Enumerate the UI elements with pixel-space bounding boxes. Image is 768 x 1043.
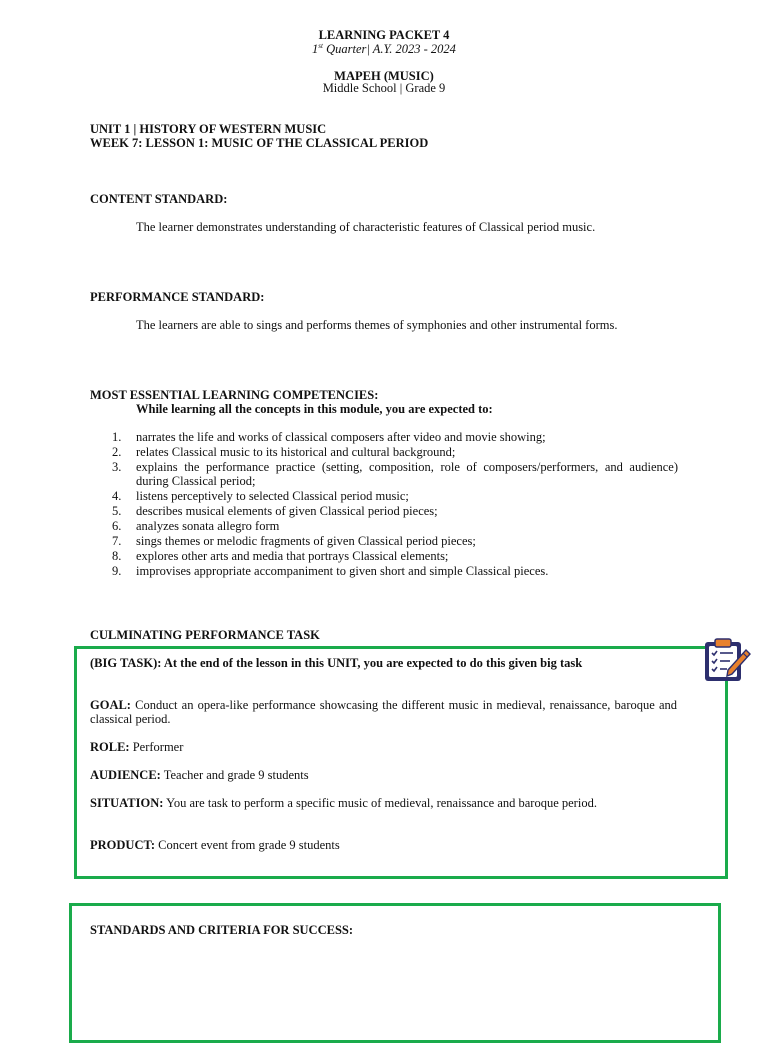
list-number: 2. bbox=[112, 445, 122, 459]
competencies-list bbox=[90, 429, 678, 578]
list-text: describes musical elements of given Classical period pieces; bbox=[136, 504, 438, 518]
quarter-text: Quarter| A.Y. 2023 - 2024 bbox=[322, 42, 456, 56]
list-text: improvises appropriate accompaniment to given short and simple Classical pieces. bbox=[136, 564, 549, 578]
packet-title: LEARNING PACKET 4 bbox=[318, 28, 450, 42]
week-lesson-title: WEEK 7: LESSON 1: MUSIC OF THE CLASSICAL PERIOD bbox=[90, 136, 429, 150]
situation-label: SITUATION: bbox=[90, 796, 164, 810]
product-line bbox=[90, 838, 677, 852]
situation-text: You are task to perform a specific music of medieval, renaissance and baroque period. bbox=[163, 796, 597, 810]
list-text: relates Classical music to its historical and cultural background; bbox=[136, 445, 456, 459]
unit-title: UNIT 1 | HISTORY OF WESTERN MUSIC bbox=[90, 122, 327, 136]
quarter-number: 1 bbox=[312, 42, 319, 56]
list-text: listens perceptively to selected Classical period music; bbox=[136, 489, 409, 503]
big-task-text: (BIG TASK): At the end of the lesson in this UNIT, you are expected to do this given big task bbox=[90, 656, 583, 670]
list-item bbox=[90, 489, 678, 503]
content-standard-heading: CONTENT STANDARD: bbox=[90, 192, 228, 206]
list-item bbox=[90, 564, 678, 578]
content-standard-text: The learner demonstrates understanding of characteristic features of Classical period music. bbox=[136, 220, 596, 234]
clipboard-checklist-icon bbox=[702, 636, 752, 684]
list-number: 6. bbox=[112, 519, 122, 533]
role-line bbox=[90, 740, 677, 754]
role-text: Performer bbox=[129, 740, 184, 754]
standards-heading: STANDARDS AND CRITERIA FOR SUCCESS: bbox=[90, 923, 354, 937]
quarter-superscript: st bbox=[318, 41, 323, 50]
list-text: explains the performance practice (setting, composition, role of composers/performers, and audience) during Classical period; bbox=[136, 460, 678, 488]
product-text: Concert event from grade 9 students bbox=[155, 838, 340, 852]
list-number: 3. bbox=[112, 460, 122, 474]
list-item bbox=[90, 534, 678, 548]
product-label: PRODUCT: bbox=[90, 838, 156, 852]
list-item bbox=[90, 445, 678, 459]
list-item bbox=[90, 549, 678, 563]
audience-text: Teacher and grade 9 students bbox=[160, 768, 309, 782]
list-text: explores other arts and media that portrays Classical elements; bbox=[136, 549, 449, 563]
goal-line bbox=[90, 698, 677, 726]
list-number: 4. bbox=[112, 489, 122, 503]
list-number: 9. bbox=[112, 564, 122, 578]
list-text: analyzes sonata allegro form bbox=[136, 519, 280, 533]
situation-line bbox=[90, 796, 677, 810]
quarter-line bbox=[0, 42, 768, 56]
grade-level: Middle School | Grade 9 bbox=[322, 81, 446, 95]
list-item bbox=[90, 504, 678, 518]
list-text: sings themes or melodic fragments of given Classical period pieces; bbox=[136, 534, 476, 548]
audience-label: AUDIENCE: bbox=[90, 768, 161, 782]
list-number: 1. bbox=[112, 430, 122, 444]
list-text: narrates the life and works of classical composers after video and movie showing; bbox=[136, 430, 546, 444]
subject-title: MAPEH (MUSIC) bbox=[334, 69, 434, 83]
culminating-task-heading: CULMINATING PERFORMANCE TASK bbox=[90, 628, 320, 642]
performance-standard-text: The learners are able to sings and performs themes of symphonies and other instrumental forms. bbox=[136, 318, 618, 332]
list-item bbox=[90, 519, 678, 533]
goal-label: GOAL: bbox=[90, 698, 131, 712]
list-number: 7. bbox=[112, 534, 122, 548]
list-number: 8. bbox=[112, 549, 122, 563]
list-number: 5. bbox=[112, 504, 122, 518]
goal-text: Conduct an opera-like performance showcasing the different music in medieval, renaissance, baroque and classical period. bbox=[90, 698, 677, 726]
list-item bbox=[90, 430, 678, 444]
competencies-heading: MOST ESSENTIAL LEARNING COMPETENCIES: bbox=[90, 388, 379, 402]
role-label: ROLE: bbox=[90, 740, 130, 754]
performance-standard-heading: PERFORMANCE STANDARD: bbox=[90, 290, 265, 304]
list-item bbox=[90, 460, 678, 488]
competencies-intro: While learning all the concepts in this module, you are expected to: bbox=[136, 402, 493, 416]
audience-line bbox=[90, 768, 677, 782]
